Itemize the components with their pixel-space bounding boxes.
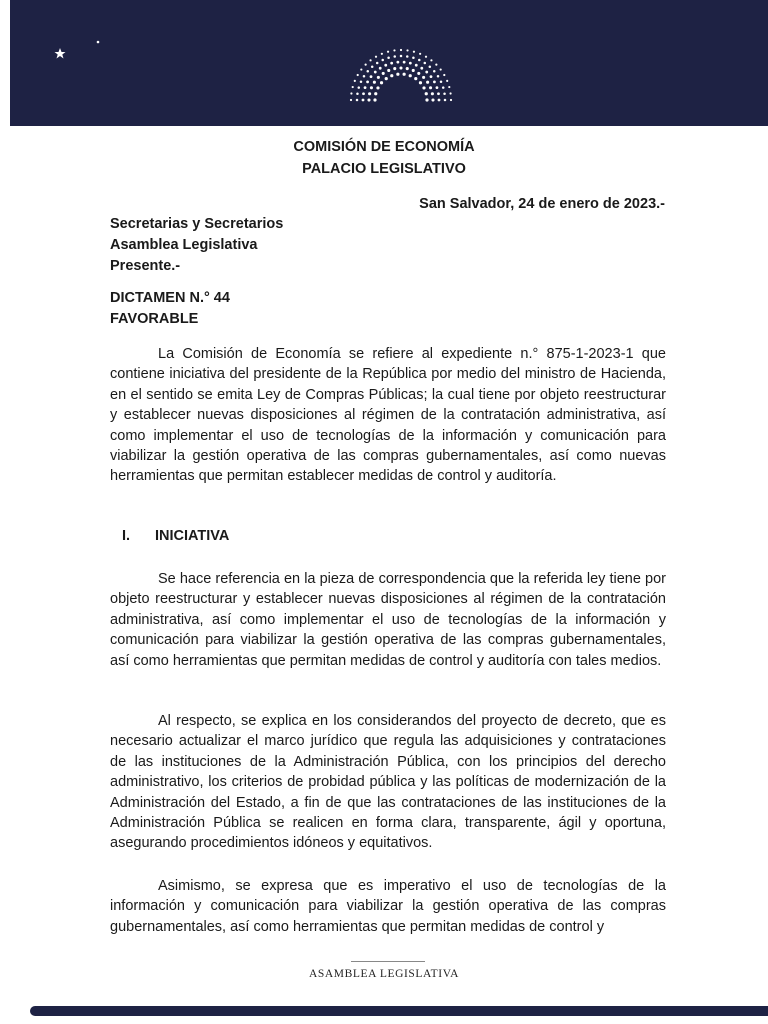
addressee-line-3: Presente.- — [110, 258, 181, 274]
dictamen-status: FAVORABLE — [110, 311, 199, 327]
addressee-line-1: Secretarias y Secretarios — [110, 216, 284, 232]
section-number: I. — [122, 528, 131, 544]
footer-divider — [351, 961, 425, 962]
section-title: INICIATIVA — [155, 528, 230, 544]
committee-name: COMISIÓN DE ECONOMÍA — [293, 139, 475, 155]
section-heading — [122, 528, 229, 544]
footer-banner — [30, 1006, 768, 1016]
document-date: San Salvador, 24 de enero de 2023.- — [419, 196, 665, 212]
body-paragraph-3: Asimismo, se expresa que es imperativo el uso de tecnologías de la información y comunicación para viabilizar la gestión operativa de las compras gubernamentales, así como herramientas que permitan medidas de control y — [110, 878, 666, 935]
dictamen-number: DICTAMEN N.° 44 — [110, 290, 230, 306]
body-paragraph-2: Al respecto, se explica en los considerandos del proyecto de decreto, que es necesario actualizar el marco jurídico que regula las adquisiciones y contrataciones de las instituciones de la Administración Pública, con los principios del derecho administrativo, los criterios de probidad pública y las políticas de modernización de la Administración del Estado, a fin de que las contrataciones de las instituciones de la Administración Pública se realicen en forma clara, transparente, ágil y oportuna, asegurando procedimientos idóneos y equitativos. — [110, 713, 666, 852]
addressee-line-2: Asamblea Legislativa — [110, 237, 258, 253]
body-paragraph-1: Se hace referencia en la pieza de correspondencia que la referida ley tiene por objeto reestructurar y establecer nuevas disposiciones al régimen de la contratación administrativa, así como implementar el uso de tecnologías de la información y comunicación para viabilizar la gestión operativa de las compras gubernamentales, así como herramientas que permitan medidas de control y auditoría con tales medios. — [110, 571, 666, 669]
star-icon — [52, 40, 112, 70]
header-banner — [10, 0, 768, 126]
palace-name: PALACIO LEGISLATIVO — [302, 161, 466, 177]
intro-paragraph: La Comisión de Economía se refiere al expediente n.° 875-1-2023-1 que contiene iniciativa del presidente de la República por medio del ministro de Hacienda, en el sentido se emita Ley de Compras Públicas; la cual tiene por objeto reestructurar y establecer nuevas disposiciones al régimen de la contratación administrativa, así como implementar el uso de tecnologías de la información y comunicación para viabilizar la gestión operativa de las compras gubernamentales, así como nuevas herramientas que permitan establecer medidas de control y auditoría. — [110, 346, 666, 485]
dotted-arc-emblem-icon — [336, 38, 466, 108]
footer-institution: ASAMBLEA LEGISLATIVA — [308, 968, 460, 980]
